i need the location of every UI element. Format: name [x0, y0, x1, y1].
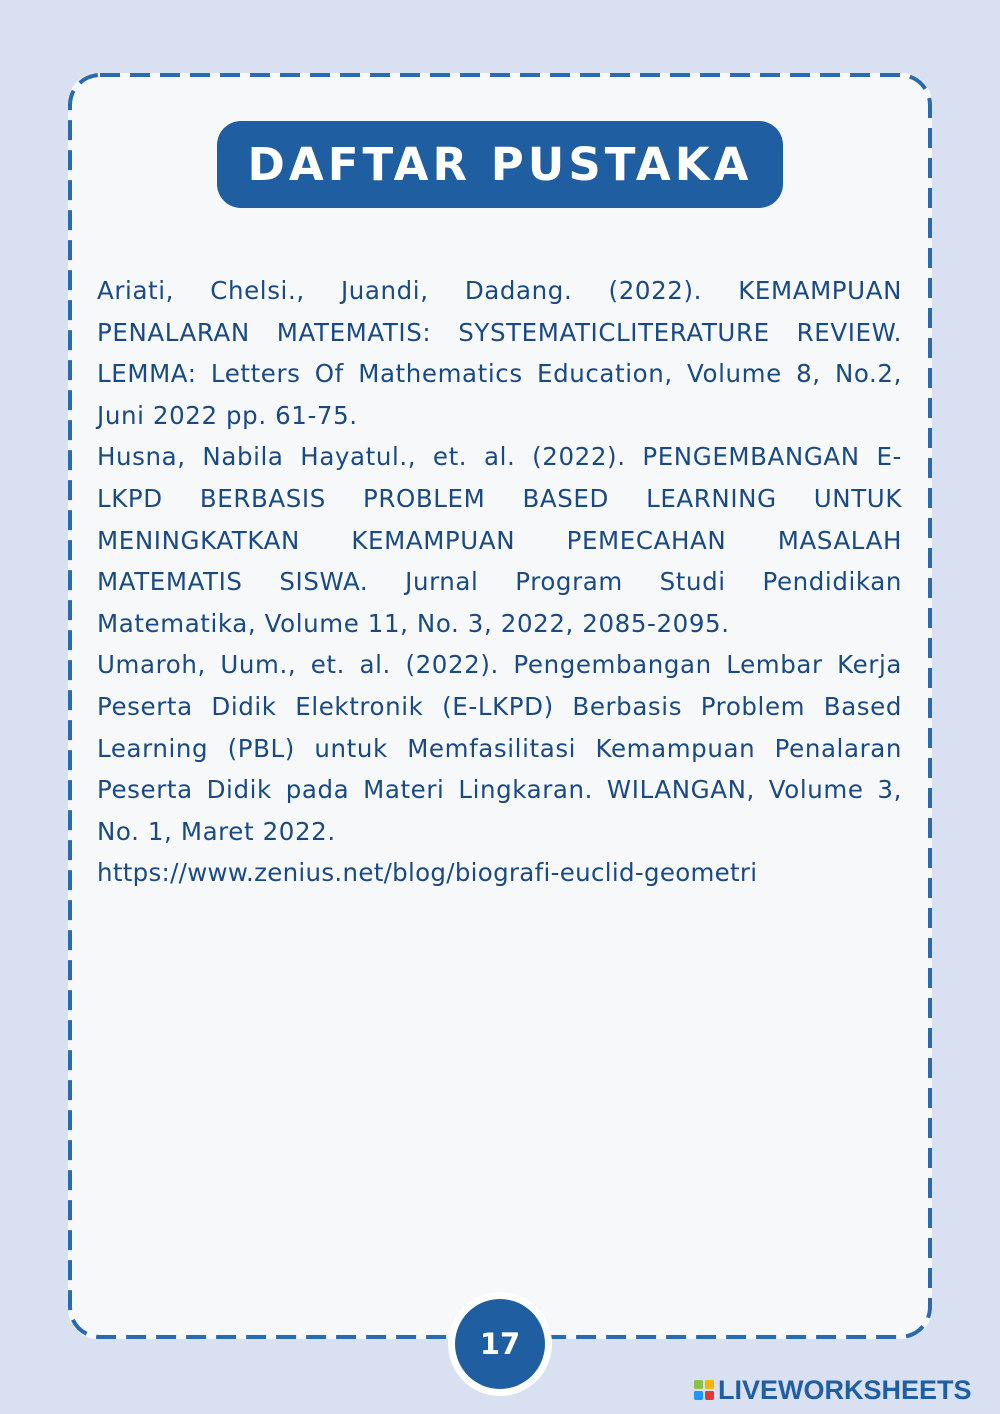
reference-item: Umaroh, Uum., et. al. (2022). Pengembangan Lembar Kerja Peserta Didik Elektronik (E-LKPD) Berbasis Problem Based Learning (PBL) untuk Memfasilitasi Kemampuan Penalaran Peserta Didik pada Materi Lingkaran. WILANGAN, Volume 3, No. 1, Maret 2022.	[97, 650, 902, 846]
reference-url[interactable]: https://www.zenius.net/blog/biografi-euclid-geometri	[97, 858, 758, 888]
page-number: 17	[479, 1327, 521, 1361]
reference-item: Husna, Nabila Hayatul., et. al. (2022). PENGEMBANGAN E-LKPD BERBASIS PROBLEM BASED LEARNING UNTUK MENINGKATKAN KEMAMPUAN PEMECAHAN MASALAH MATEMATIS SISWA. Jurnal Program Studi Pendidikan Matematika, Volume 11, No. 3, 2022, 2085-2095.	[97, 442, 902, 638]
brand-name: LIVEWORKSHEETS	[718, 1374, 972, 1405]
brand-watermark	[694, 1374, 972, 1406]
page-title: DAFTAR PUSTAKA	[247, 138, 753, 191]
reference-item: Ariati, Chelsi., Juandi, Dadang. (2022). KEMAMPUAN PENALARAN MATEMATIS: SYSTEMATICLITERATURE REVIEW. LEMMA: Letters Of Mathematics Education, Volume 8, No.2, Juni 2022 pp. 61-75.	[97, 276, 902, 430]
reference-list	[97, 270, 902, 894]
liveworksheets-logo-icon	[694, 1380, 714, 1400]
title-banner	[217, 121, 783, 208]
page-number-circle	[455, 1299, 545, 1389]
